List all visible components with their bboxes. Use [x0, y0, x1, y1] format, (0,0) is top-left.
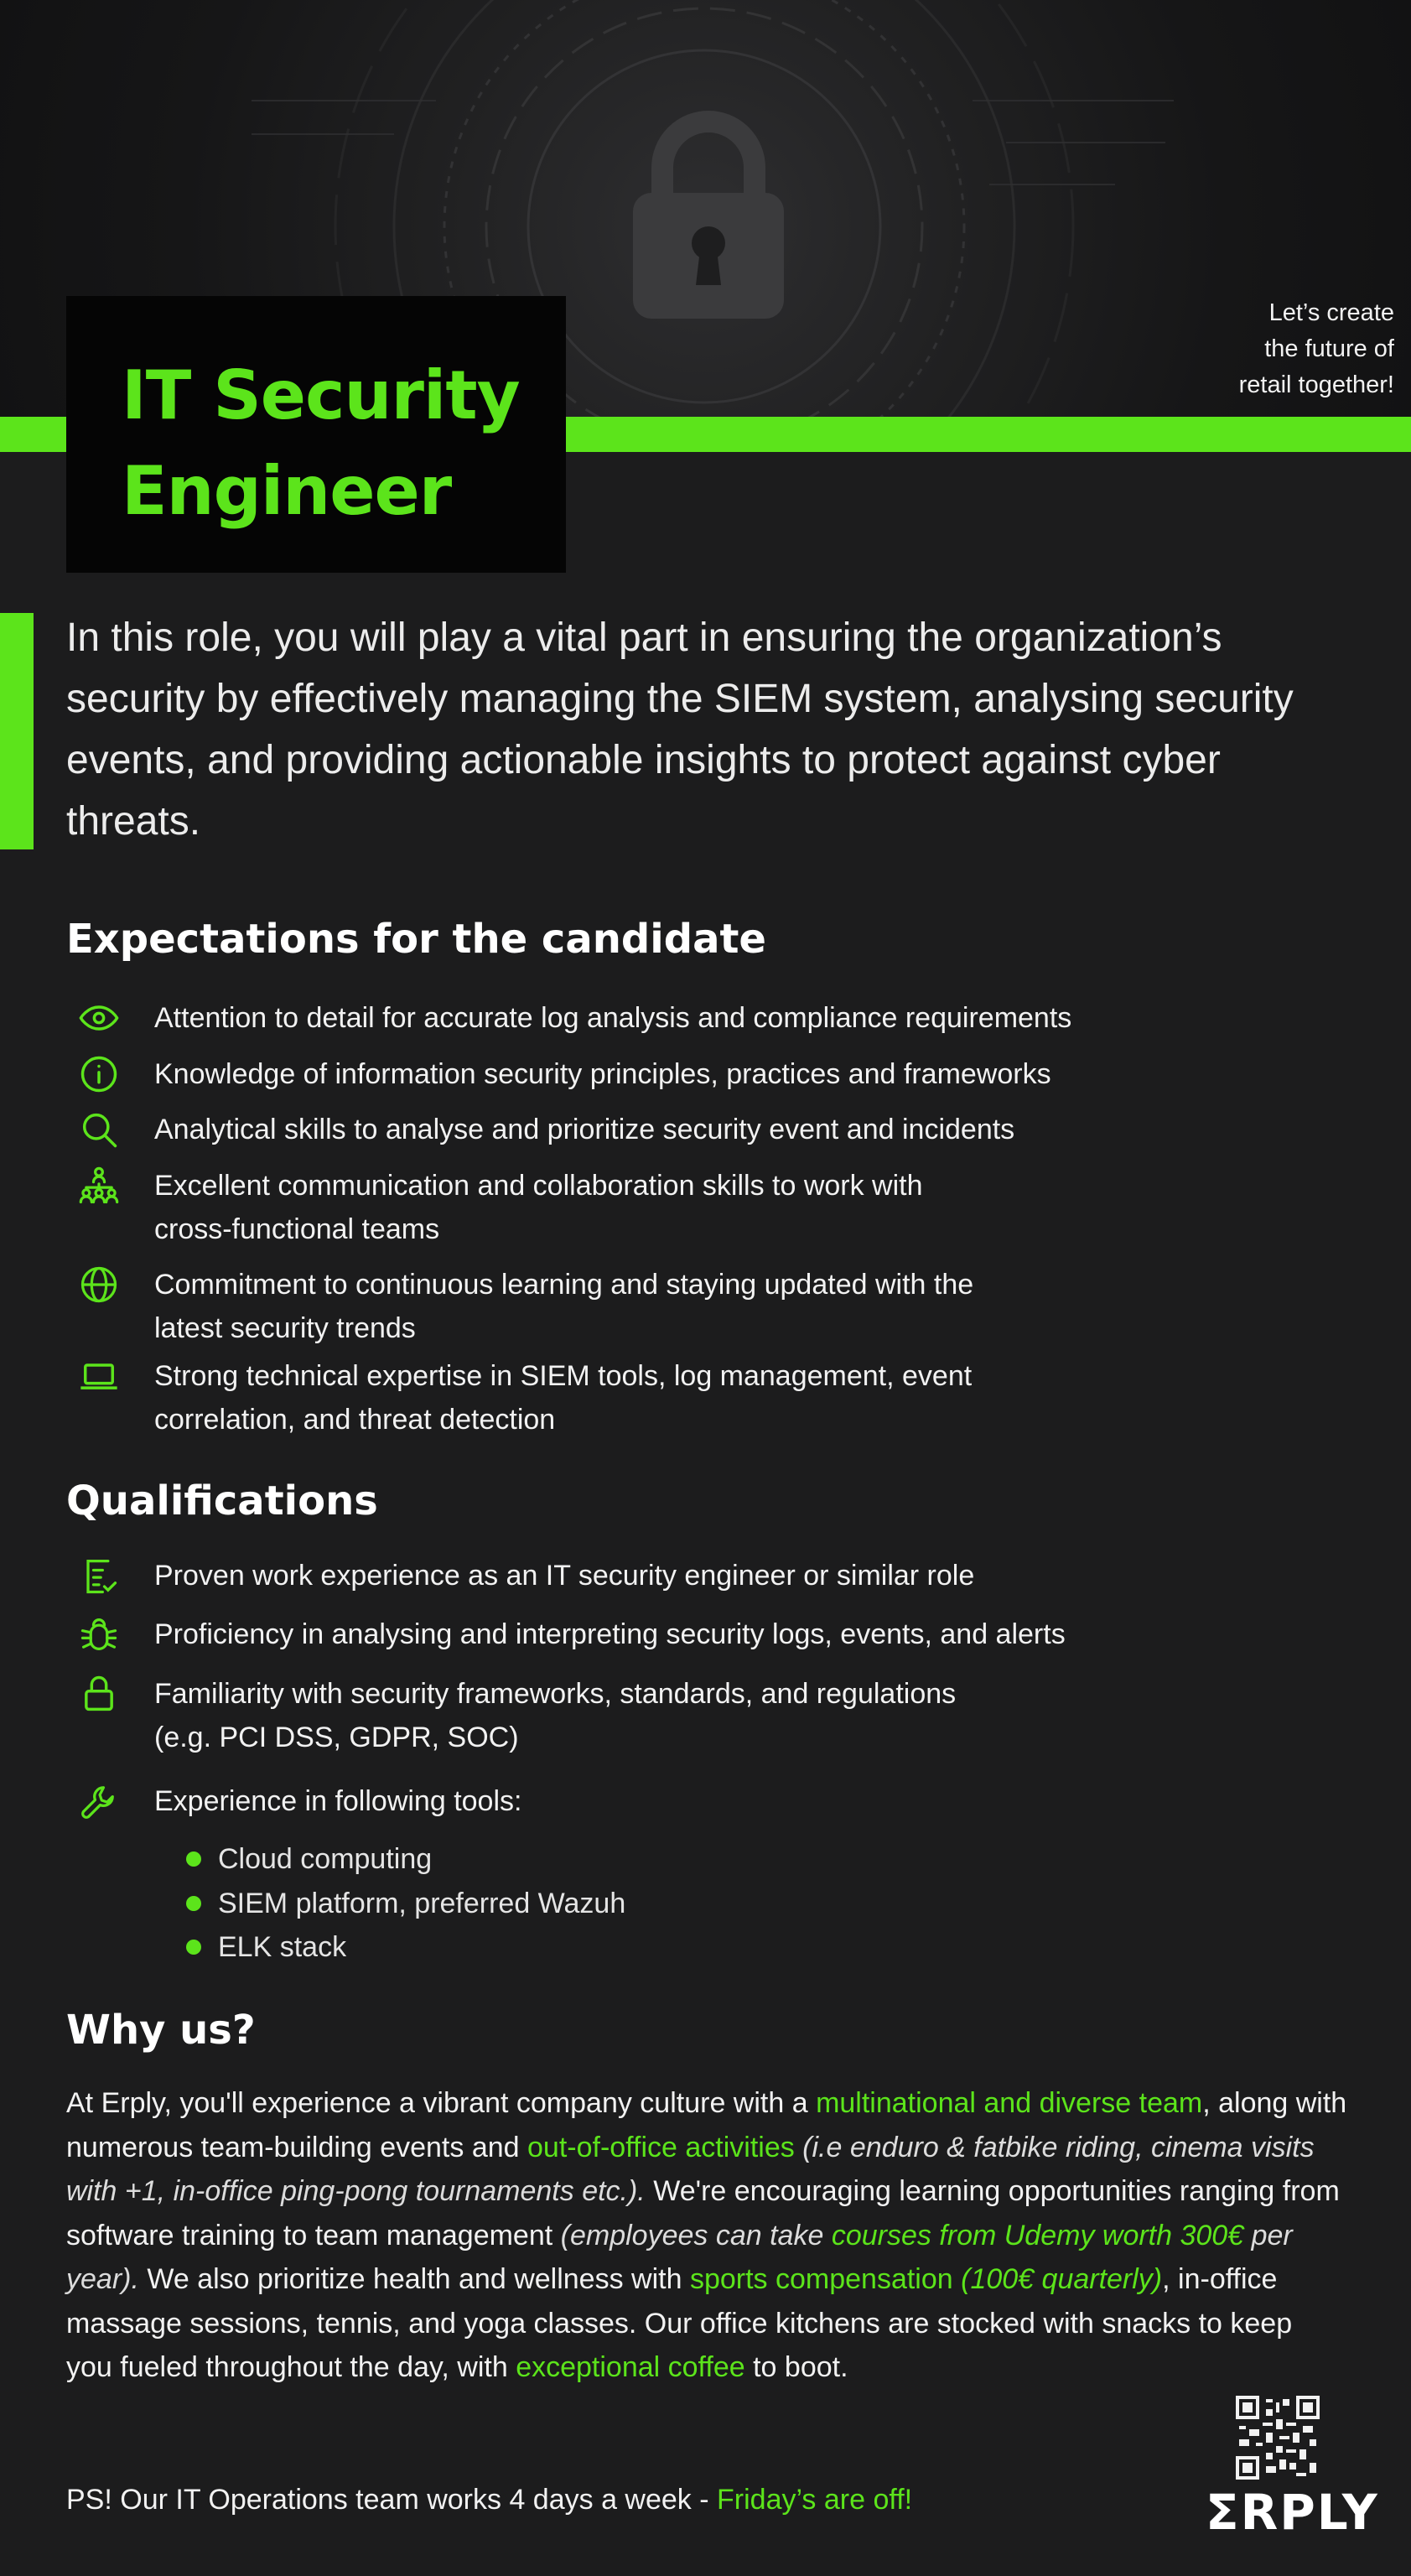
list-item-text	[154, 1164, 1244, 1251]
tools-list-item: Cloud computing	[218, 1843, 433, 1875]
intro-accent-bar	[0, 613, 34, 849]
why-highlight: multinational and diverse team	[816, 2087, 1203, 2119]
ps-text: PS! Our IT Operations team works 4 days a week -	[66, 2484, 718, 2516]
why-heading: Why us?	[66, 2007, 256, 2054]
team-icon	[77, 1164, 121, 1208]
job-title-line2: Engineer	[122, 452, 452, 530]
why-text: to boot.	[744, 2351, 848, 2383]
globe-icon	[77, 1263, 121, 1306]
wrench-icon	[77, 1779, 121, 1823]
tagline-line3: retail together!	[1238, 371, 1394, 398]
list-item-text: Analytical skills to analyse and prioritize security event and incidents	[154, 1114, 1015, 1145]
why-italic: (i.e enduro & fatbike riding, cinema visits with +1, in-office ping-pong tournaments etc.).	[66, 2131, 1315, 2207]
why-italic: (employees can take	[560, 2219, 832, 2251]
lock-icon	[77, 1672, 121, 1716]
title-box	[66, 296, 566, 573]
intro-paragraph: In this role, you will play a vital part in ensuring the organization’s security by effectively managing the SIEM system, analysing security events, and providing actionable insights to protect against cyber threats.	[66, 615, 1294, 844]
laptop-icon	[77, 1354, 121, 1398]
list-item-text: Knowledge of information security principles, practices and frameworks	[154, 1058, 1051, 1090]
why-text: We're encouraging learning opportunities ranging from software training to team management	[66, 2175, 1340, 2251]
list-item-line1: Strong technical expertise in SIEM tools, log management, event	[154, 1360, 973, 1392]
qualifications-heading: Qualifications	[66, 1478, 378, 1524]
checklist-icon	[77, 1554, 121, 1597]
ps-highlight: Friday’s are off!	[717, 2484, 913, 2516]
tagline-line1: Let’s create	[1268, 299, 1394, 326]
why-highlight: sports compensation	[689, 2263, 962, 2295]
list-item-text: Proficiency in analysing and interpreting security logs, events, and alerts	[154, 1618, 1066, 1650]
why-text: , along with numerous team-building events and	[66, 2087, 1347, 2163]
tagline	[1143, 295, 1394, 403]
tools-list-item: SIEM platform, preferred Wazuh	[218, 1888, 626, 1919]
info-icon	[77, 1052, 121, 1096]
why-highlight: exceptional coffee	[516, 2351, 745, 2383]
tools-list-item: ELK stack	[218, 1931, 347, 1963]
why-italic: per year).	[66, 2219, 1293, 2295]
job-title	[122, 348, 566, 539]
list-item-text: Proven work experience as an IT security engineer or similar role	[154, 1560, 975, 1592]
erply-logo: ΣRPLY	[1206, 2484, 1379, 2541]
list-item-line2: correlation, and threat detection	[154, 1404, 556, 1436]
list-item-line1: Familiarity with security frameworks, standards, and regulations	[154, 1678, 957, 1710]
list-item-text	[154, 1672, 1244, 1759]
why-text: you fueled throughout the day, with	[66, 2351, 516, 2383]
list-item-text: Attention to detail for accurate log analysis and compliance requirements	[154, 1002, 1072, 1034]
why-highlight: out-of-office activities	[527, 2131, 795, 2163]
bullet-dot	[186, 1852, 201, 1867]
why-paragraph	[66, 2081, 1357, 2390]
expectations-heading: Expectations for the candidate	[66, 916, 766, 963]
list-item-text	[154, 1354, 1244, 1441]
list-item-line1: Commitment to continuous learning and staying updated with the	[154, 1269, 974, 1301]
padlock-icon	[616, 109, 801, 327]
why-highlight: (100€ quarterly)	[961, 2263, 1163, 2295]
why-text: , in-office massage sessions, tennis, and yoga classes. Our office kitchens are stocked with snacks to keep	[66, 2263, 1293, 2340]
why-highlight: courses from Udemy worth 300€	[831, 2219, 1244, 2251]
tagline-line2: the future of	[1264, 335, 1394, 362]
why-text: We also prioritize health and wellness with	[138, 2263, 690, 2295]
list-item-line2: (e.g. PCI DSS, GDPR, SOC)	[154, 1722, 519, 1753]
list-item-text: Experience in following tools:	[154, 1785, 522, 1817]
why-text: At Erply, you'll experience a vibrant company culture with a	[66, 2087, 817, 2119]
ps-note	[66, 2478, 912, 2521]
eye-icon	[77, 996, 121, 1040]
bug-icon	[77, 1613, 121, 1656]
bullet-dot	[186, 1940, 201, 1955]
qr-code-icon	[1236, 2396, 1320, 2480]
job-title-line1: IT Security	[122, 356, 520, 434]
list-item-line2: cross-functional teams	[154, 1213, 440, 1245]
bullet-dot	[186, 1896, 201, 1911]
list-item-line1: Excellent communication and collaboration skills to work with	[154, 1170, 923, 1202]
search-icon	[77, 1108, 121, 1151]
list-item-line2: latest security trends	[154, 1312, 416, 1344]
list-item-text	[154, 1263, 1244, 1350]
